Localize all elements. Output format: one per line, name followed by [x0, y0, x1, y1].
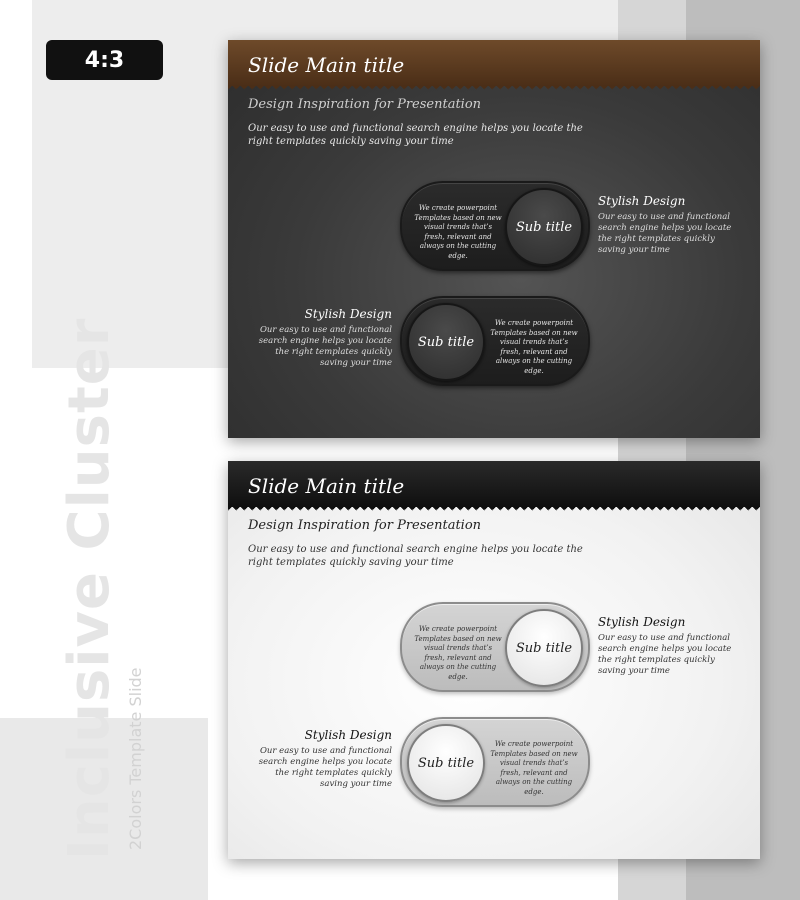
- slide-title: Slide Main title: [248, 474, 405, 498]
- slide-title: Slide Main title: [248, 53, 405, 77]
- text-block-heading: Stylish Design: [598, 194, 686, 208]
- text-block-heading: Stylish Design: [304, 307, 392, 321]
- pill-text: We create powerpoint Templates based on new visual trends that’s fresh, relevant and always on the cutting edge.: [414, 625, 502, 681]
- toggle-pill: [400, 296, 590, 386]
- text-block: [252, 728, 392, 790]
- pill-knob: Sub title: [407, 724, 485, 802]
- slide-subtitle: Design Inspiration for Presentation: [248, 518, 482, 533]
- toggle-pill: [400, 602, 590, 692]
- pill-text: We create powerpoint Templates based on new visual trends that’s fresh, relevant and always on the cutting edge.: [490, 319, 578, 375]
- text-block-body: Our easy to use and functional search engine helps you locate the right templates quickly saving your time: [258, 325, 392, 368]
- text-block-body: Our easy to use and functional search engine helps you locate the right templates quickly saving your time: [598, 212, 732, 255]
- text-block-heading: Stylish Design: [598, 615, 686, 629]
- aspect-ratio-badge: 4:3: [46, 40, 163, 80]
- brand-subtitle: 2Colors Template Slide: [126, 667, 145, 850]
- text-block: [252, 307, 392, 369]
- slide-preview-light: [228, 461, 760, 859]
- slide-intro: Our easy to use and functional search engine helps you locate the right templates quickly saving your time: [248, 123, 583, 147]
- pill-knob: Sub title: [407, 303, 485, 381]
- text-block-heading: Stylish Design: [304, 728, 392, 742]
- pill-knob: Sub title: [505, 188, 583, 266]
- pill-knob: Sub title: [505, 609, 583, 687]
- header-zigzag-edge: [228, 86, 760, 92]
- slide-preview-dark: [228, 40, 760, 438]
- pill-text: We create powerpoint Templates based on new visual trends that’s fresh, relevant and always on the cutting edge.: [490, 740, 578, 796]
- header-zigzag-edge: [228, 507, 760, 513]
- text-block: [598, 615, 738, 677]
- pill-text: We create powerpoint Templates based on new visual trends that’s fresh, relevant and always on the cutting edge.: [414, 204, 502, 260]
- toggle-pill: [400, 717, 590, 807]
- text-block: [598, 194, 738, 256]
- slide-subtitle: Design Inspiration for Presentation: [248, 97, 482, 112]
- text-block-body: Our easy to use and functional search engine helps you locate the right templates quickly saving your time: [258, 746, 392, 789]
- text-block-body: Our easy to use and functional search engine helps you locate the right templates quickly saving your time: [598, 633, 732, 676]
- brand-vertical-text: [57, 317, 145, 860]
- toggle-pill: [400, 181, 590, 271]
- brand-title: Inclusive Cluster: [57, 317, 122, 860]
- slide-intro: Our easy to use and functional search engine helps you locate the right templates quickly saving your time: [248, 544, 583, 568]
